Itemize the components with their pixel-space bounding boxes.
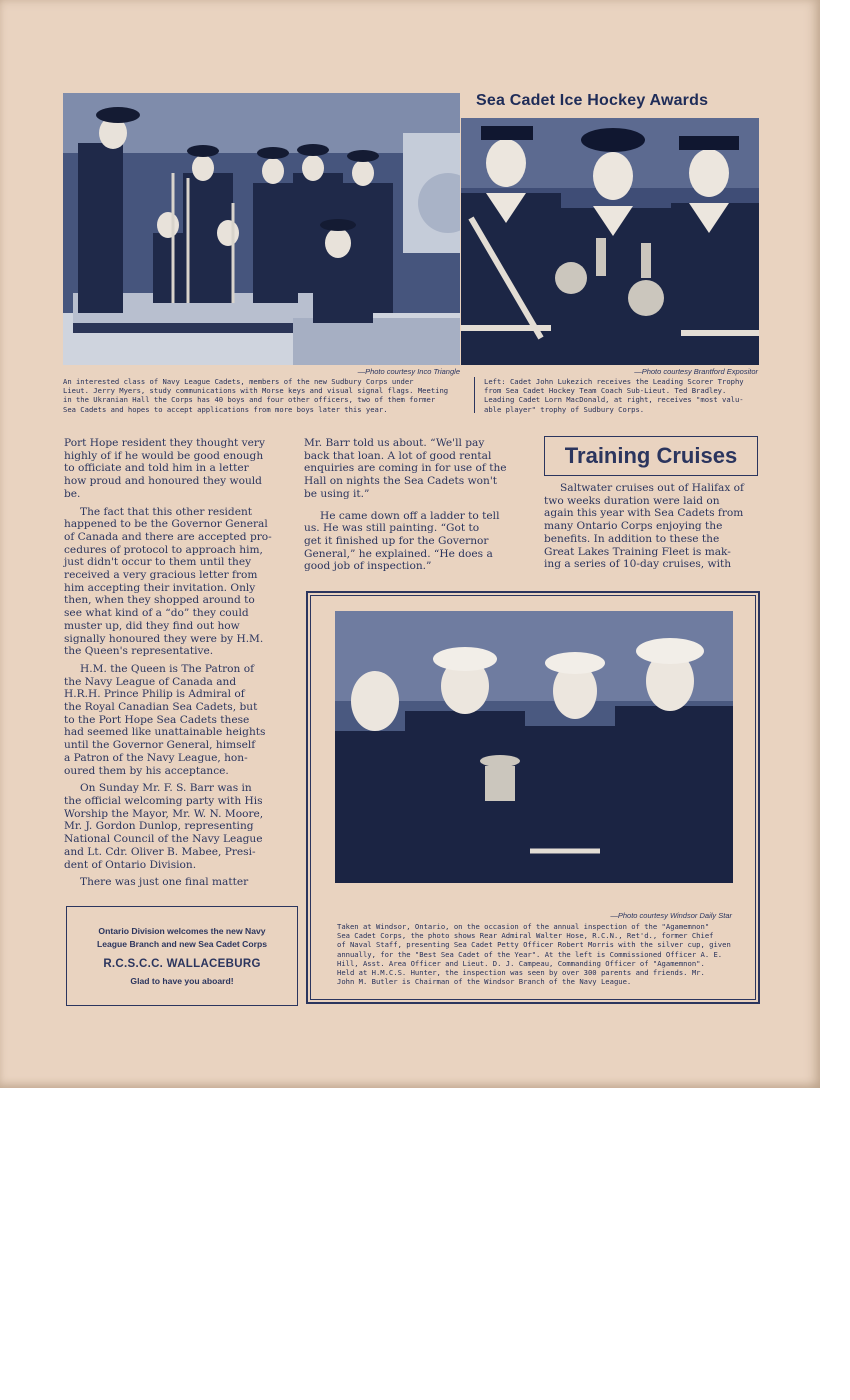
article-column-2 xyxy=(304,437,522,578)
text-line: ing a series of 10-day cruises, with xyxy=(544,558,732,571)
text-line: Great Lakes Training Fleet is mak- xyxy=(544,545,731,558)
text-line: oured them by his acceptance. xyxy=(64,764,229,777)
welcome-line: Ontario Division welcomes the new Navy xyxy=(98,926,266,936)
photo-credit-inco: —Photo courtesy Inco Triangle xyxy=(357,367,460,376)
text-line: H.R.H. Prince Philip is Admiral of xyxy=(64,688,245,701)
text-line: two weeks duration were laid on xyxy=(544,494,720,507)
text-line: just didn't occur to them until they xyxy=(64,556,252,569)
text-line: a Patron of the Navy League, hon- xyxy=(64,751,248,764)
welcome-tagline: Glad to have you aboard! xyxy=(130,976,234,986)
hockey-awards-title: Sea Cadet Ice Hockey Awards xyxy=(476,92,709,109)
text-line: had seemed like unattainable heights xyxy=(64,726,266,739)
caption-line: in the Ukranian Hall the Corps has 40 boys and four other officers, two of them former xyxy=(63,395,436,405)
text-line: Worship the Mayor, Mr. W. N. Moore, xyxy=(64,807,264,820)
paragraph xyxy=(304,510,522,574)
text-line: the Queen's representative. xyxy=(64,645,214,658)
paragraph xyxy=(64,876,282,889)
caption-line: Taken at Windsor, Ontario, on the occasion of the annual inspection of the "Agamemnon" xyxy=(337,922,710,931)
photo-credit-windsor: —Photo courtesy Windsor Daily Star xyxy=(610,911,732,920)
text-line: Port Hope resident they thought very xyxy=(64,437,265,449)
welcome-line: League Branch and new Sea Cadet Corps xyxy=(96,939,267,949)
text-line: H.M. the Queen is The Patron of xyxy=(80,662,255,675)
text-line: There was just one final matter xyxy=(80,876,249,889)
text-line: back that loan. A lot of good rental xyxy=(304,449,492,462)
text-line: cedures of protocol to approach him, xyxy=(64,543,263,556)
text-line: then, when they shopped around to xyxy=(64,594,255,607)
caption-divider xyxy=(474,377,475,413)
training-cruises-title: Training Cruises xyxy=(564,443,738,468)
text-line: until the Governor General, himself xyxy=(64,739,256,752)
paragraph xyxy=(64,663,282,777)
text-line: The fact that this other resident xyxy=(80,505,253,518)
caption-hockey-awards xyxy=(484,377,744,414)
text-line: Mr. J. Gordon Dunlop, representing xyxy=(64,820,254,833)
training-cruises-heading-box xyxy=(544,436,758,476)
paragraph xyxy=(64,782,282,871)
text-line: muster up, did they find out how xyxy=(64,619,240,632)
text-line: us. He was still painting. “Got to xyxy=(304,522,480,535)
text-line: again this year with Sea Cadets from xyxy=(544,507,744,520)
text-line: General,” he explained. “He does a xyxy=(304,547,493,560)
text-line: and Lt. Cdr. Oliver B. Mabee, Presi- xyxy=(64,845,256,858)
caption-line: annually, for the "Best Sea Cadet of the Year". At the left is Commissioned Officer A. E. xyxy=(337,949,723,959)
caption-line: Left: Cadet John Lukezich receives the Leading Scorer Trophy xyxy=(484,377,744,386)
text-line: happened to be the Governor General xyxy=(64,518,268,531)
text-line: him accepting their invitation. Only xyxy=(64,581,256,594)
caption-line: of Naval Staff, presenting Sea Cadet Petty Officer Robert Morris with the silver cup, given xyxy=(337,940,731,950)
text-line: be using it.” xyxy=(304,487,370,500)
article-column-1 xyxy=(64,437,282,894)
caption-sudbury-cadets xyxy=(63,377,448,414)
text-line: Hall on nights the Sea Cadets won't xyxy=(304,475,498,488)
caption-line: An interested class of Navy League Cadets, members of the new Sudbury Corps under xyxy=(63,377,414,386)
corps-name: R.C.S.C.C. WALLACEBURG xyxy=(103,958,261,970)
caption-line: John M. Butler is Chairman of the Windsor Branch of the Navy League. xyxy=(337,977,632,987)
text-line: received a very gracious letter from xyxy=(64,569,258,582)
photo-credit-brantford: —Photo courtesy Brantford Expositor xyxy=(634,367,758,376)
caption-line: Hill, Asst. Area Officer and Lieut. D. J. Campeau, Commanding Officer of "Agamemnon". xyxy=(337,958,705,968)
text-line: benefits. In addition to these the xyxy=(544,532,720,545)
text-line: enquiries are coming in for use of the xyxy=(304,462,507,475)
welcome-notice-box xyxy=(66,906,298,1006)
caption-windsor-inspection xyxy=(337,922,731,986)
text-line: He came down off a ladder to tell xyxy=(320,509,500,522)
paragraph xyxy=(64,506,282,658)
text-line: On Sunday Mr. F. S. Barr was in xyxy=(80,782,252,795)
text-line: Mr. Barr told us about. “We'll pay xyxy=(304,437,485,449)
photo-sudbury-cadets xyxy=(63,93,460,365)
text-line: the official welcoming party with His xyxy=(64,794,263,807)
caption-line: from Sea Cadet Hockey Team Coach Sub-Lieut. Ted Bradley. xyxy=(484,386,727,396)
text-line: to officiate and told him in a letter xyxy=(64,462,249,475)
text-line: Saltwater cruises out of Halifax of xyxy=(560,482,744,494)
text-line: many Ontario Corps enjoying the xyxy=(544,520,723,533)
text-line: the Royal Canadian Sea Cadets, but xyxy=(64,701,258,714)
caption-line: Held at H.M.C.S. Hunter, the inspection was seen by over 300 parents and friends. Mr. xyxy=(337,968,705,978)
training-cruises-text xyxy=(544,482,762,571)
photo-windsor-inspection xyxy=(335,611,733,883)
text-line: of Canada and there are accepted pro- xyxy=(64,530,272,543)
text-line: good job of inspection.” xyxy=(304,560,432,573)
text-line: highly of if he would be good enough xyxy=(64,449,264,462)
welcome-text xyxy=(67,925,297,951)
caption-line: Leading Cadet Lorn MacDonald, at right, receives "most valu- xyxy=(484,395,744,405)
text-line: dent of Ontario Division. xyxy=(64,858,197,871)
photo-hockey-awards xyxy=(461,118,759,365)
text-line: to the Port Hope Sea Cadets these xyxy=(64,713,250,726)
paragraph xyxy=(304,437,522,501)
text-line: how proud and honoured they would xyxy=(64,475,262,488)
text-line: get it finished up for the Governor xyxy=(304,534,489,547)
caption-line: Sea Cadets and hopes to accept applications from more boys later this year. xyxy=(63,404,388,414)
text-line: National Council of the Navy League xyxy=(64,833,263,846)
text-line: signally honoured they were by H.M. xyxy=(64,632,264,645)
text-line: see what kind of a “do” they could xyxy=(64,607,249,620)
caption-line: Sea Cadet Corps, the photo shows Rear Admiral Walter Hose, R.C.N., Ret'd., former Chief xyxy=(337,931,714,941)
text-line: be. xyxy=(64,487,81,500)
caption-line: able player" trophy of Sudbury Corps. xyxy=(484,404,645,414)
text-line: the Navy League of Canada and xyxy=(64,675,237,688)
paragraph xyxy=(64,437,282,501)
caption-line: Lieut. Jerry Myers, study communications with Morse keys and visual signal flags. Meeting xyxy=(63,386,449,396)
